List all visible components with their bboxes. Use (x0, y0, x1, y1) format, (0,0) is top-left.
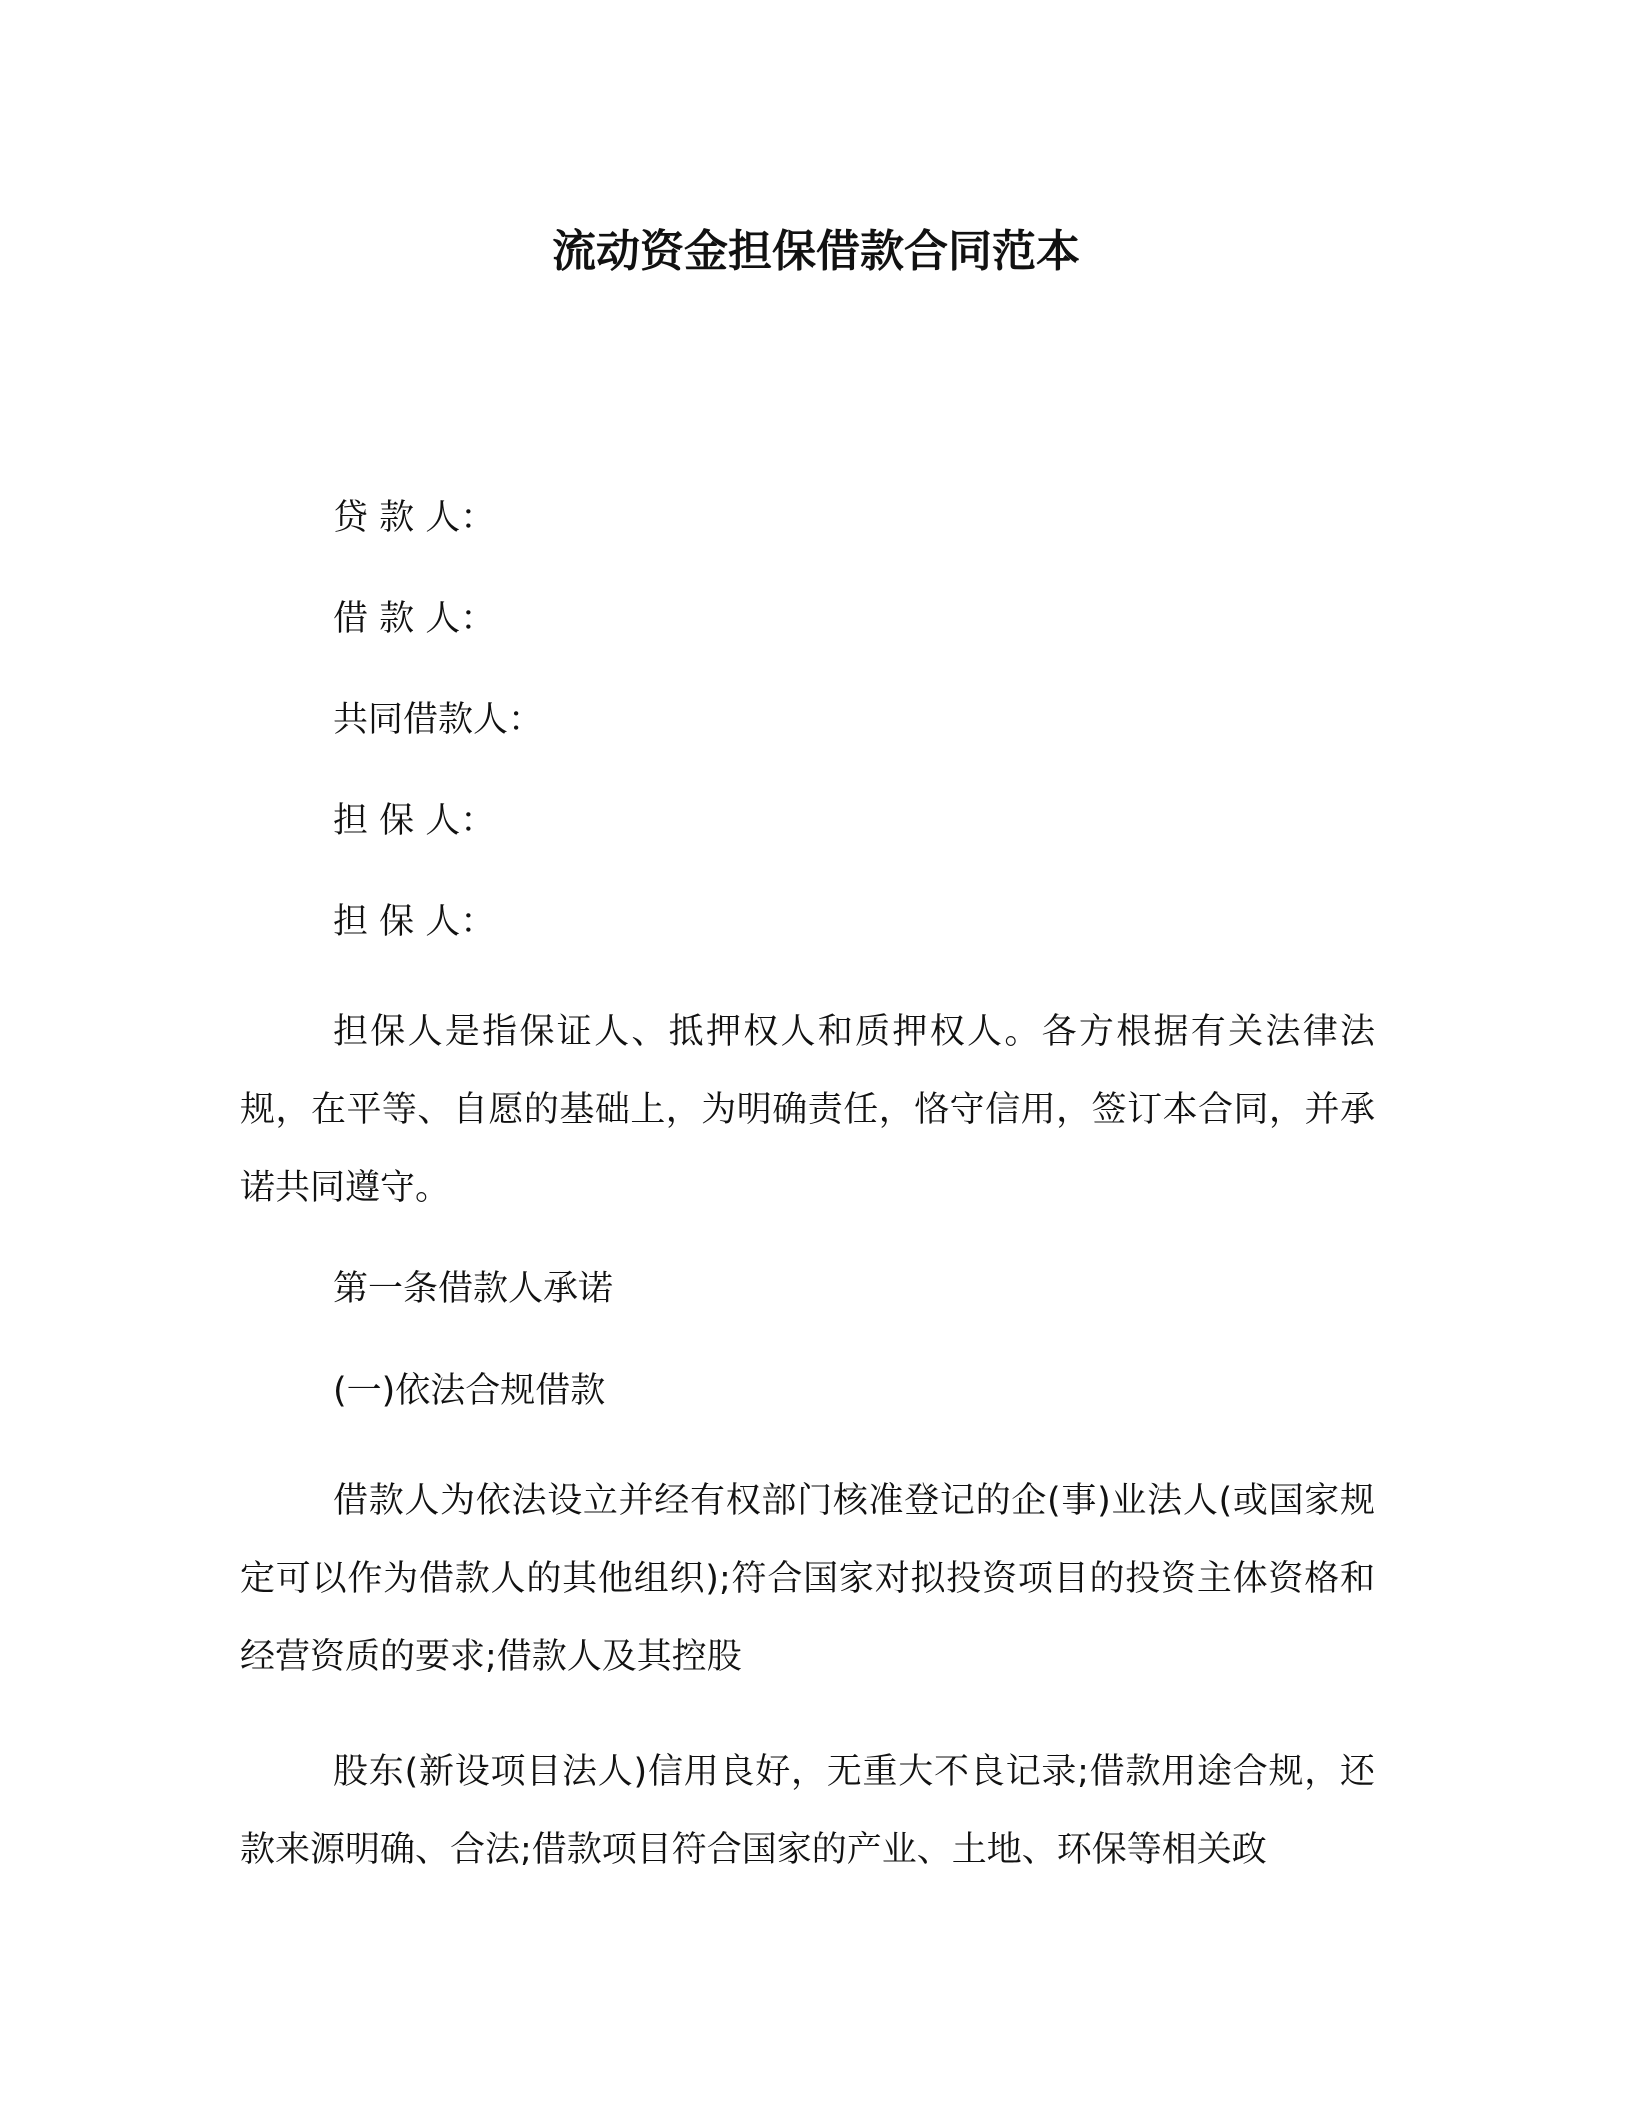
body-paragraph-2: 股东(新设项目法人)信用良好，无重大不良记录;借款用途合规，还款来源明确、合法;借款项目符合国家的产业、土地、环保等相关政 (240, 1752, 1375, 1870)
article-1-heading: 第一条借款人承诺 (333, 1269, 614, 1309)
party-guarantor-label-2: 担 保 人： (333, 902, 496, 942)
section-1-heading: (一)依法合规借款 (333, 1371, 606, 1411)
document-title: 流动资金担保借款合同范本 (552, 226, 1080, 277)
party-co-borrower-label: 共同借款人： (333, 700, 544, 740)
party-guarantor-label: 担 保 人： (333, 801, 496, 841)
party-borrower-label: 借 款 人： (333, 599, 496, 639)
intro-paragraph: 担保人是指保证人、抵押权人和质押权人。各方根据有关法律法规，在平等、自愿的基础上，为明确责任，恪守信用，签订本合同，并承诺共同遵守。 (240, 1012, 1375, 1208)
party-lender-label: 贷 款 人： (333, 498, 496, 538)
body-paragraph-1: 借款人为依法设立并经有权部门核准登记的企(事)业法人(或国家规定可以作为借款人的其他组织);符合国家对拟投资项目的投资主体资格和经营资质的要求;借款人及其控股 (240, 1481, 1375, 1677)
